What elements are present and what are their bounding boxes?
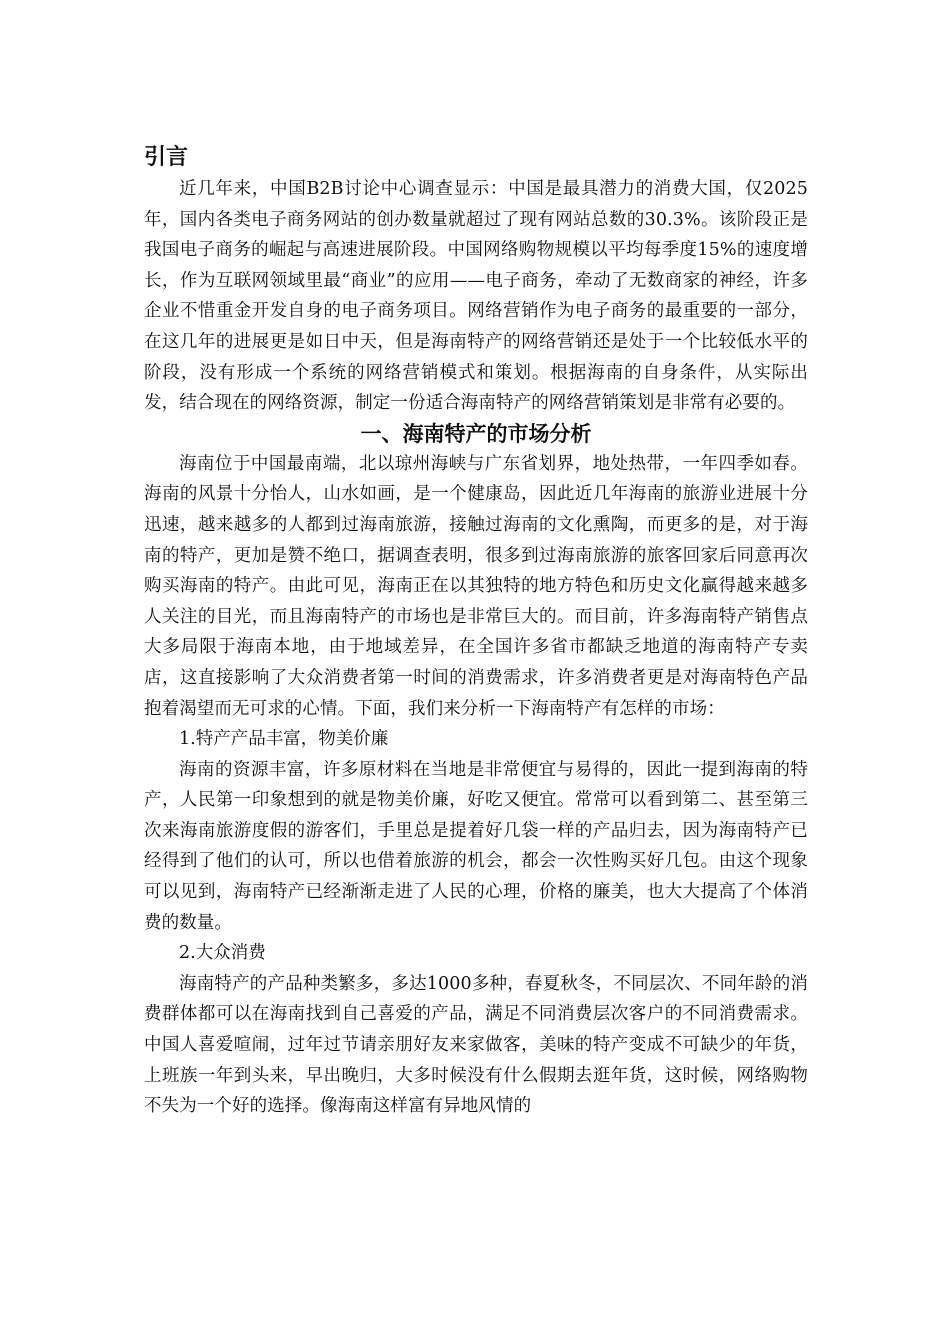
- document-page: [144, 142, 808, 1122]
- subheading-mass-consumption: 2.大众消费: [179, 943, 266, 964]
- rich-products-paragraph: 海南的资源丰富，许多原材料在当地是非常便宜与易得的，因此一提到海南的特产，人民第一印象想到的就是物美价廉，好吃又便宜。常常可以看到第二、甚至第三次来海南旅游度假的游客们，手里总是提着好几袋一样的产品归去，因为海南特产已经得到了他们的认可，所以也借着旅游的机会，都会一次性购买好几包。由这个现象可以见到，海南特产已经渐渐走进了人民的心理，价格的廉美，也大大提高了个体消费的数量。: [144, 759, 808, 933]
- market-analysis-paragraph: 海南位于中国最南端，北以琼州海峡与广东省划界，地处热带，一年四季如春。海南的风景十分怡人，山水如画，是一个健康岛，因此近几年海南的旅游业进展十分迅速，越来越多的人都到过海南旅游，接触过海南的文化熏陶，而更多的是，对于海南的特产，更加是赞不绝口，据调查表明，很多到过海南旅游的旅客回家后同意再次购买海南的特产。由此可见，海南正在以其独特的地方特色和历史文化赢得越来越多人关注的目光，而且海南特产的市场也是非常巨大的。而目前，许多海南特产销售点大多局限于海南本地，由于地域差异，在全国许多省市都缺乏地道的海南特产专卖店，这直接影响了大众消费者第一时间的消费需求，许多消费者更是对海南特色产品抱着渴望而无可求的心情。下面，我们来分析一下海南特产有怎样的市场：: [144, 453, 808, 719]
- intro-heading: 引言: [144, 145, 189, 170]
- mass-consumption-paragraph: 海南特产的产品种类繁多，多达1000多种，春夏秋冬，不同层次、不同年龄的消费群体都可以在海南找到自己喜爱的产品，满足不同消费层次客户的不同消费需求。 中国人喜爱喧闹，过年过节请亲朋好友来家做客，美味的特产变成不可缺少的年货，上班族一年到头来，早出晚归，大多时候没有什么假期去逛年货，这时候，网络购物不失为一个好的选择。像海南这样富有异地风情的: [144, 973, 808, 1117]
- intro-paragraph: 近几年来，中国B2B讨论中心调查显示：中国是最具潜力的消费大国，仅2025年，国内各类电子商务网站的创办数量就超过了现有网站总数的30.3%。该阶段正是我国电子商务的崛起与高速进展阶段。中国网络购物规模以平均每季度15%的速度增长，作为互联网领域里最“商业”的应用——电子商务，牵动了无数商家的神经，许多企业不惜重金开发自身的电子商务项目。网络营销作为电子商务的最重要的一部分，在这几年的进展更是如日中天，但是海南特产的网络营销还是处于一个比较低水平的阶段，没有形成一个系统的网络营销模式和策划。根据海南的自身条件，从实际出发，结合现在的网络资源，制定一份适合海南特产的网络营销策划是非常有必要的。: [144, 179, 808, 414]
- section-title-market-analysis: 一、海南特产的市场分析: [360, 421, 592, 446]
- subheading-rich-products: 1.特产产品丰富，物美价廉: [179, 729, 389, 750]
